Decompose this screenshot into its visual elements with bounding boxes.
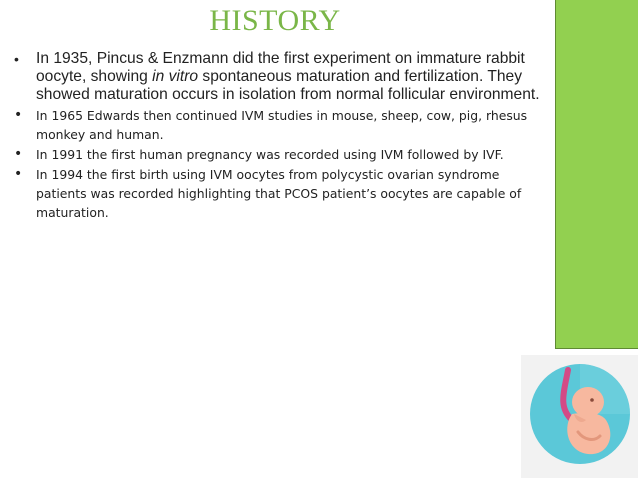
bullet-dot: • [14, 146, 23, 162]
slide-title: HISTORY [209, 4, 341, 37]
bullet-item [10, 50, 550, 104]
bullet-item [10, 165, 550, 222]
bullet-text: In 1991 the first human pregnancy was recorded using IVM followed by IVF. [36, 147, 504, 162]
bullet-text: spontaneous maturation and fertilization. They showed maturation occurs in isolation from normal follicular environment. [36, 68, 540, 103]
bullet-list [10, 50, 550, 223]
bullet-text: In 1965 Edwards then continued IVM studies in mouse, sheep, cow, pig, rhesus monkey and human. [36, 108, 528, 142]
fetus-icon [528, 362, 632, 466]
bullet-dot: • [14, 107, 23, 123]
bullet-text: In 1935, Pincus & Enzmann did the first experiment on immature rabbit oocyte, showing [36, 50, 525, 85]
bullet-item [10, 106, 550, 144]
bullet-dot: • [14, 166, 23, 182]
decorative-green-panel [555, 0, 638, 349]
bullet-text: In 1994 the first birth using IVM oocytes from polycystic ovarian syndrome patients was recorded highlighting that PCOS patient’s oocytes are capable of maturation. [36, 167, 522, 220]
bullet-text-italic: in vitro [152, 68, 199, 85]
bullet-dot: • [14, 51, 19, 67]
bullet-item [10, 145, 550, 164]
